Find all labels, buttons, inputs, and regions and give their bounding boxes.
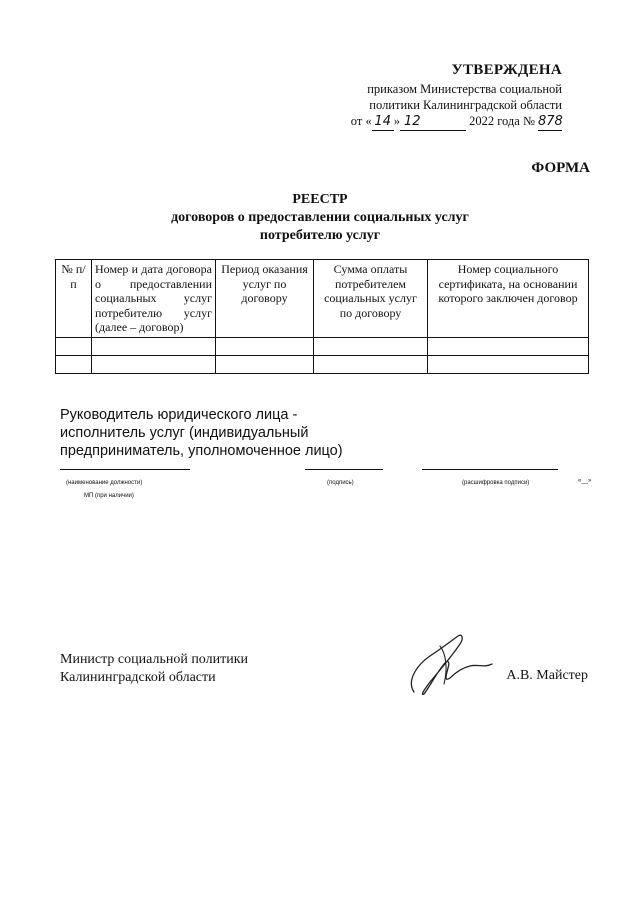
table-cell [314, 337, 428, 355]
caption-stamp: МП (при наличии) [84, 493, 134, 499]
table-cell [428, 337, 589, 355]
table-header-row [56, 260, 589, 338]
signature-line [305, 469, 383, 470]
handwritten-signature [400, 624, 500, 704]
table-cell [92, 337, 216, 355]
approval-date-line [351, 113, 562, 131]
date-mid: » [393, 114, 400, 128]
form-label: ФОРМА [531, 160, 590, 176]
title-line-2: договоров о предоставлении социальных услуг [171, 210, 469, 225]
table-cell [92, 355, 216, 373]
minister-name: А.В. Майстер [506, 668, 588, 683]
minister-title-line-1: Министр социальной политики [60, 652, 249, 667]
register-table [55, 259, 589, 374]
approval-line-1: приказом Министерства социальной [367, 82, 562, 96]
decoding-line [422, 469, 558, 470]
table-cell [56, 355, 92, 373]
caption-date: «__» [578, 478, 592, 484]
approval-block [351, 62, 562, 131]
minister-title-line-2: Калининградской области [60, 670, 216, 685]
col-header-contract: Номер и дата договора о предоставлении социальных услуг потребителю услуг (далее – договор) [92, 260, 216, 338]
table-row [56, 337, 589, 355]
approval-line-2: политики Калининградской области [369, 98, 562, 112]
col-header-number: № п/п [56, 260, 92, 338]
date-year: 2022 года № [469, 114, 535, 128]
caption-decoding: (расшифровка подписи) [462, 480, 530, 486]
table-cell [216, 355, 314, 373]
caption-position: (наименование должности) [66, 480, 143, 486]
head-line-3: предприниматель, уполномоченное лицо) [60, 443, 343, 459]
table-cell [216, 337, 314, 355]
col-header-period: Период оказания услуг по договору [216, 260, 314, 338]
caption-signature: (подпись) [327, 480, 354, 486]
date-day: 14 [372, 114, 394, 131]
date-month: 12 [400, 114, 466, 131]
col-header-certificate: Номер социального сертификата, на основании которого заключен договор [428, 260, 589, 338]
head-line-1: Руководитель юридического лица - [60, 407, 298, 423]
table-cell [428, 355, 589, 373]
approval-title: УТВЕРЖДЕНА [451, 62, 562, 78]
date-prefix: от « [350, 114, 372, 128]
title-line-1: РЕЕСТР [292, 192, 348, 207]
table-cell [314, 355, 428, 373]
position-line [60, 469, 190, 470]
table-cell [56, 337, 92, 355]
head-line-2: исполнитель услуг (индивидуальный [60, 425, 309, 441]
footer-block [60, 651, 248, 687]
table-row [56, 355, 589, 373]
col-header-payment: Сумма оплаты потребителем социальных услуг по договору [314, 260, 428, 338]
order-number: 878 [538, 114, 563, 129]
head-block [60, 406, 343, 460]
title-line-3: потребителю услуг [259, 228, 381, 243]
document-title [0, 191, 640, 245]
